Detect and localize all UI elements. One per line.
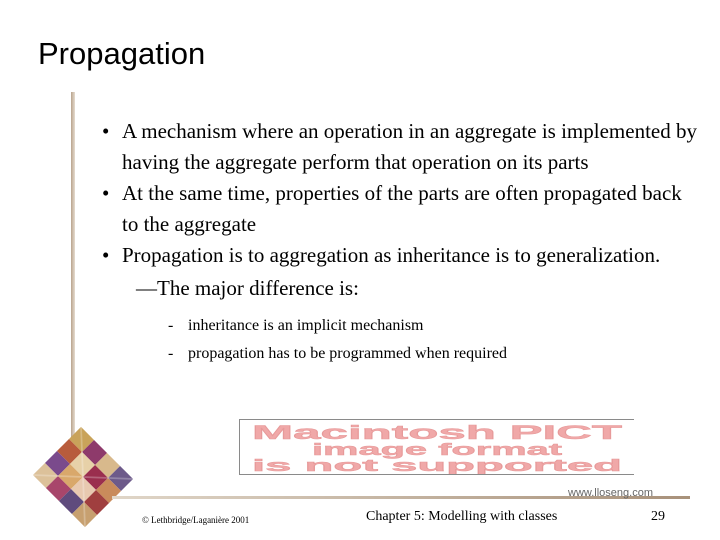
footer-url: www.lloseng.com xyxy=(568,487,653,499)
slide-title: Propagation xyxy=(38,36,206,71)
bullet-item xyxy=(102,240,702,271)
vertical-divider xyxy=(71,92,75,440)
sub-sub-point xyxy=(102,340,702,368)
footer-chapter: Chapter 5: Modelling with classes xyxy=(366,509,558,524)
sub-sub-text: inheritance is an implicit mechanism xyxy=(188,317,424,334)
bullet-text: A mechanism where an operation in an aggregate is implemented by having the aggregate perform that operation on its parts xyxy=(122,119,697,174)
page-number: 29 xyxy=(651,509,665,524)
sub-sub-text: propagation has to be programmed when required xyxy=(188,345,508,362)
bullet-dot: • xyxy=(102,243,110,267)
bullet-dot: • xyxy=(102,119,110,143)
pict-line-3: is not supported xyxy=(252,456,622,474)
sub-sub-dash: - xyxy=(168,317,174,334)
pict-line-2: image format xyxy=(312,440,563,459)
bullet-item xyxy=(102,178,702,240)
sub-sub-dash: - xyxy=(168,345,174,362)
bullet-text: At the same time, properties of the parts are often propagated back to the aggregate xyxy=(122,181,682,236)
pict-line-1: Macintosh PICT xyxy=(252,423,624,444)
sub-sub-point xyxy=(102,312,702,340)
footer-copyright: © Lethbridge/Laganière 2001 xyxy=(142,515,250,525)
patchwork-quilt-icon xyxy=(24,424,142,530)
slide-body xyxy=(102,116,702,368)
unsupported-image-placeholder xyxy=(239,419,634,475)
bullet-text: Propagation is to aggregation as inheritance is to generalization. xyxy=(122,243,661,267)
pict-placeholder-graphic xyxy=(240,420,634,474)
bullet-dot: • xyxy=(102,181,110,205)
sub-point: —The major difference is: xyxy=(136,276,359,300)
bullet-item xyxy=(102,116,702,178)
